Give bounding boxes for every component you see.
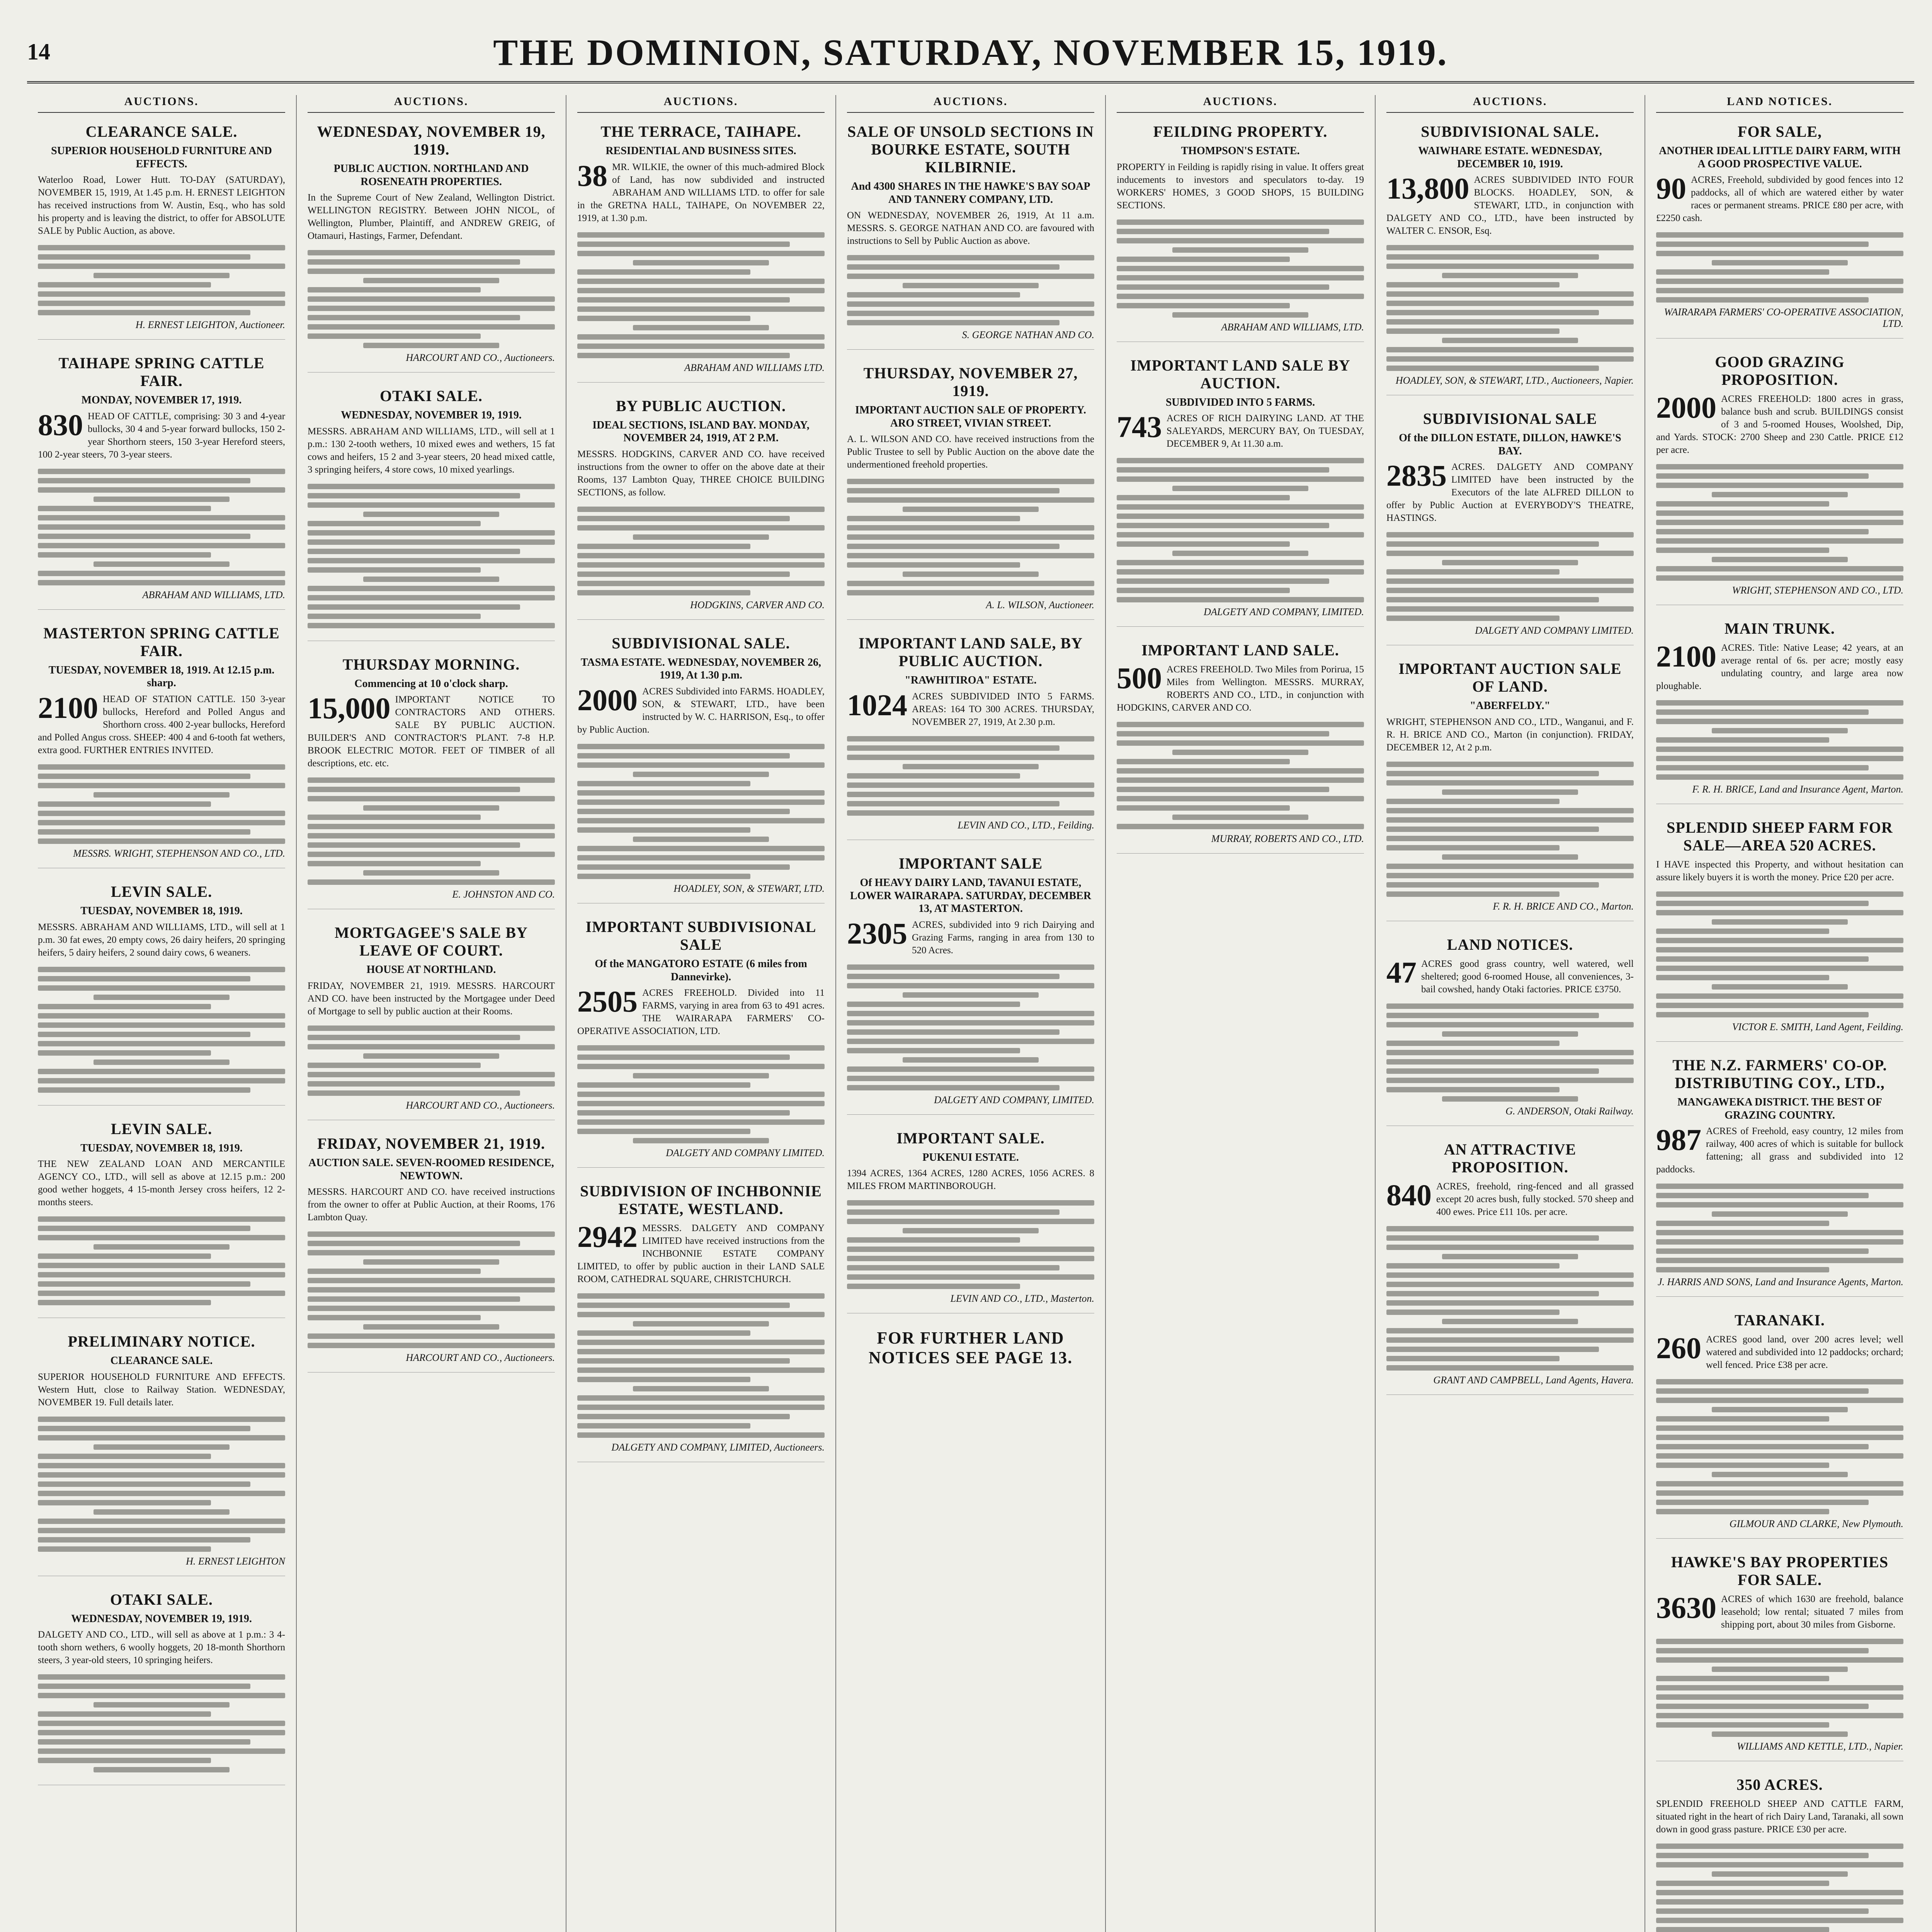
- advertisement: [38, 1333, 285, 1576]
- ad-signature: LEVIN AND CO., LTD., Masterton.: [950, 1293, 1094, 1304]
- ad-figure: 987: [1656, 1123, 1701, 1157]
- ad-body: [308, 1185, 555, 1224]
- ad-figure: 500: [1117, 661, 1162, 695]
- ad-body: [1117, 412, 1364, 450]
- ad-title: IMPORTANT SALE.: [896, 1129, 1045, 1147]
- ad-subtitle: HOUSE AT NORTHLAND.: [366, 964, 496, 976]
- ad-body: [1656, 858, 1903, 884]
- ad-body: [38, 921, 285, 959]
- advertisement: [38, 123, 285, 340]
- column-3: [566, 95, 836, 1932]
- ad-title: SALE OF UNSOLD SECTIONS IN BOURKE ESTATE, SOUTH KILBIRNIE.: [847, 123, 1094, 176]
- ad-body: [308, 980, 555, 1018]
- ad-body: [308, 191, 555, 242]
- ad-title: IMPORTANT LAND SALE.: [1141, 641, 1339, 659]
- ad-body: [1117, 663, 1364, 714]
- advertisement: [38, 354, 285, 610]
- ad-signature: S. GEORGE NATHAN AND CO.: [962, 329, 1094, 341]
- ad-title: THE N.Z. FARMERS' CO-OP. DISTRIBUTING COY., LTD.,: [1672, 1056, 1887, 1092]
- ad-subtitle: MONDAY, NOVEMBER 17, 1919.: [81, 394, 242, 406]
- ad-title: LEVIN SALE.: [111, 883, 213, 900]
- ad-text-lines: [577, 744, 825, 879]
- advertisement: [1656, 353, 1903, 605]
- advertisement: [1386, 123, 1634, 395]
- advertisement: [1656, 819, 1903, 1042]
- ad-text-lines: [847, 964, 1094, 1090]
- ad-body-text: MESSRS. ABRAHAM AND WILLIAMS, LTD., will sell at 1 p.m. 30 fat ewes, 20 empty cows, 26 dairy heifers, 20 springing heifers, 5 dairy heifers, 2 sound dairy cows, 6 weaners.: [38, 922, 285, 958]
- ad-signature: F. R. H. BRICE AND CO., Marton.: [1493, 900, 1634, 912]
- ad-signature: HOADLEY, SON, & STEWART, LTD.: [673, 883, 825, 894]
- ad-text-lines: [1386, 532, 1634, 621]
- ad-signature: WAIRARAPA FARMERS' CO-OPERATIVE ASSOCIATION, LTD.: [1664, 306, 1903, 330]
- ad-body-text: IMPORTANT NOTICE TO CONTRACTORS AND OTHERS. SALE BY PUBLIC AUCTION. BUILDER'S AND CONTRACTOR'S PLANT. 7-8 H.P. BROOK ELECTRIC MOTOR. FEET OF TIMBER of all descriptions, etc. etc.: [308, 694, 555, 769]
- ad-body: [1386, 716, 1634, 754]
- ad-title: SUBDIVISIONAL SALE.: [1421, 123, 1599, 140]
- ad-subtitle: Commencing at 10 o'clock sharp.: [354, 677, 508, 690]
- advertisement: [38, 1591, 285, 1786]
- ad-body: [38, 1371, 285, 1409]
- ad-body: [38, 173, 285, 237]
- advertisement: [308, 123, 555, 372]
- ad-body: [1386, 173, 1634, 237]
- ad-title: SUBDIVISIONAL SALE.: [612, 634, 790, 652]
- advertisement: [847, 123, 1094, 350]
- ad-text-lines: [38, 1417, 285, 1552]
- ad-body-text: PROPERTY in Feilding is rapidly rising in value. It offers great inducements to investors and speculators to-day. 19 WORKERS' HOMES, 3 GOOD SHOPS, 15 BUILDING SECTIONS.: [1117, 162, 1364, 211]
- ad-body-text: ACRES good land, over 200 acres level; well watered and subdivided into 12 paddocks; orchard; well fenced. Price £38 per acre.: [1706, 1334, 1903, 1371]
- ad-title: TAIHAPE SPRING CATTLE FAIR.: [58, 354, 265, 390]
- advertisement: [847, 1129, 1094, 1314]
- ad-text-lines: [38, 469, 285, 585]
- ad-body-text: ACRES FREEHOLD. Two Miles from Porirua, 15 Miles from Wellington. MESSRS. MURRAY, ROBERTS AND CO., LTD., in conjunction with HODGKINS, CARVER AND CO.: [1117, 664, 1364, 713]
- ad-text-lines: [308, 1026, 555, 1096]
- column-heading: AUCTIONS.: [1386, 95, 1634, 113]
- ad-signature: GRANT AND CAMPBELL, Land Agents, Havera.: [1433, 1374, 1634, 1386]
- ad-signature: DALGETY AND COMPANY, LIMITED.: [934, 1094, 1094, 1105]
- column-6: [1376, 95, 1645, 1932]
- advertisement: [577, 918, 825, 1168]
- advertisement: [1117, 641, 1364, 854]
- ad-body: [1386, 461, 1634, 524]
- ad-title: LAND NOTICES.: [1447, 935, 1573, 953]
- ad-text-lines: [847, 255, 1094, 325]
- ad-body: [847, 1167, 1094, 1192]
- ad-figure: 13,800: [1386, 172, 1469, 206]
- ad-title: HAWKE'S BAY PROPERTIES FOR SALE.: [1671, 1553, 1889, 1589]
- ad-text-lines: [847, 1200, 1094, 1289]
- ad-title: AN ATTRACTIVE PROPOSITION.: [1444, 1140, 1577, 1176]
- ad-subtitle: TUESDAY, NOVEMBER 18, 1919.: [80, 905, 243, 917]
- ad-text-lines: [1386, 762, 1634, 897]
- ad-body-text: ACRES Subdivided into FARMS. HOADLEY, SON, & STEWART, LTD., have been instructed by W. C. HARRISON, Esq., to offer by Public Auction.: [577, 686, 825, 735]
- ad-body: [1656, 393, 1903, 456]
- ad-signature: DALGETY AND COMPANY LIMITED.: [666, 1147, 825, 1159]
- ad-body-text: WRIGHT, STEPHENSON AND CO., LTD., Wanganui, and F. R. H. BRICE AND CO., Marton (in conjunction). FRIDAY, DECEMBER 12, At 2 p.m.: [1386, 716, 1634, 753]
- ad-text-lines: [1386, 1226, 1634, 1371]
- ad-text-lines: [1386, 245, 1634, 371]
- ad-subtitle: PUBLIC AUCTION. NORTHLAND AND ROSENEATH PROPERTIES.: [333, 163, 529, 188]
- ad-title: CLEARANCE SALE.: [85, 123, 238, 140]
- ad-text-lines: [308, 484, 555, 628]
- ad-text-lines: [38, 764, 285, 844]
- ad-signature: GILMOUR AND CLARKE, New Plymouth.: [1729, 1518, 1903, 1530]
- ad-signature: WRIGHT, STEPHENSON AND CO., LTD.: [1732, 585, 1903, 596]
- ad-title: SPLENDID SHEEP FARM FOR SALE—AREA 520 ACRES.: [1667, 819, 1893, 854]
- ad-text-lines: [1656, 1379, 1903, 1514]
- ad-body: [1656, 1333, 1903, 1371]
- ad-text-lines: [1117, 458, 1364, 602]
- ad-signature: HARCOURT AND CO., Auctioneers.: [406, 352, 555, 364]
- ad-title: BY PUBLIC AUCTION.: [616, 397, 786, 415]
- ad-body-text: ACRES, freehold, ring-fenced and all grassed except 20 acres bush, fully stocked. 570 sheep and 400 ewes. Price £11 10s. per acre.: [1436, 1181, 1634, 1217]
- ad-text-lines: [1656, 700, 1903, 780]
- columns: [27, 95, 1914, 1932]
- ad-signature: G. ANDERSON, Otaki Railway.: [1505, 1105, 1634, 1117]
- ad-body-text: SPLENDID FREEHOLD SHEEP AND CATTLE FARM, situated right in the heart of rich Dairy Land, Taranaki, all sown down in good grass pasture. PRICE £30 per acre.: [1656, 1799, 1903, 1835]
- ad-title: THURSDAY MORNING.: [342, 655, 520, 673]
- ad-signature: VICTOR E. SMITH, Land Agent, Feilding.: [1732, 1021, 1903, 1033]
- ad-body: [1656, 641, 1903, 692]
- ad-title: IMPORTANT SALE: [898, 854, 1043, 872]
- ad-body-text: ACRES, subdivided into 9 rich Dairying and Grazing Farms, ranging in area from 130 to 520 Acres.: [912, 919, 1094, 956]
- ad-figure: 2835: [1386, 459, 1447, 493]
- ad-figure: 2305: [847, 916, 907, 950]
- ad-body-text: DALGETY AND CO., LTD., will sell as above at 1 p.m.: 3 4-tooth shorn wethers, 6 woolly hoggets, 20 18-month Shorthorn steers, 3 year-old steers, 10 springing heifers.: [38, 1629, 285, 1666]
- advertisement: [38, 624, 285, 868]
- ad-subtitle: WEDNESDAY, NOVEMBER 19, 1919.: [341, 409, 522, 422]
- ad-title: TARANAKI.: [1735, 1311, 1825, 1329]
- ad-title: MASTERTON SPRING CATTLE FAIR.: [43, 624, 280, 660]
- ad-text-lines: [577, 232, 825, 358]
- ad-text-lines: [577, 1045, 825, 1143]
- ad-body-text: ACRES. DALGETY AND COMPANY LIMITED have been instructed by the Executors of the late ALFRED DILLON to offer by Public Auction at EVERYBODY'S THEATRE, HASTINGS.: [1386, 462, 1634, 524]
- ad-body-text: MESSRS. ABRAHAM AND WILLIAMS, LTD., will sell at 1 p.m.: 130 2-tooth wethers, 10 mixed ewes and wethers, 15 fat cows and heifers, 15 2 and 3-year steers, 20 head mixed cattle, 3 springing heifers, 4 store cows, 10 mixed yearlings.: [308, 426, 555, 475]
- ad-title: PRELIMINARY NOTICE.: [68, 1333, 255, 1350]
- column-heading: AUCTIONS.: [38, 95, 285, 113]
- ad-subtitle: IMPORTANT AUCTION SALE OF PROPERTY. ARO STREET, VIVIAN STREET.: [855, 404, 1086, 429]
- advertisement: [847, 364, 1094, 620]
- ad-title: OTAKI SALE.: [380, 387, 483, 405]
- ad-body: [308, 425, 555, 476]
- ad-signature: DALGETY AND COMPANY, LIMITED, Auctioneers.: [611, 1442, 825, 1453]
- ad-body: [1386, 957, 1634, 996]
- advertisement: [308, 387, 555, 641]
- ad-text-lines: [38, 1674, 285, 1772]
- ad-title: FEILDING PROPERTY.: [1153, 123, 1328, 140]
- ad-text-lines: [1656, 1844, 1903, 1932]
- column-heading: LAND NOTICES.: [1656, 95, 1903, 113]
- ad-subtitle: SUPERIOR HOUSEHOLD FURNITURE AND EFFECTS.: [51, 145, 272, 170]
- ad-text-lines: [1656, 891, 1903, 1017]
- ad-subtitle: IDEAL SECTIONS, ISLAND BAY. MONDAY, NOVEMBER 24, 1919, AT 2 P.M.: [592, 419, 810, 444]
- ad-subtitle: THOMPSON'S ESTATE.: [1181, 145, 1300, 157]
- ad-title: SUBDIVISION OF INCHBONNIE ESTATE, WESTLAND.: [580, 1182, 822, 1218]
- ad-figure: 2505: [577, 985, 638, 1019]
- column-heading: AUCTIONS.: [308, 95, 555, 113]
- advertisement: [38, 1120, 285, 1318]
- ad-title: WEDNESDAY, NOVEMBER 19, 1919.: [317, 123, 546, 158]
- ad-text-lines: [308, 777, 555, 885]
- advertisement: [1656, 1776, 1903, 1932]
- ad-subtitle: SUBDIVIDED INTO 5 FARMS.: [1165, 396, 1315, 408]
- ad-text-lines: [38, 967, 285, 1093]
- ad-signature: HODGKINS, CARVER AND CO.: [690, 599, 825, 611]
- ad-body-text: MESSRS. DALGETY AND COMPANY LIMITED have received instructions from the INCHBONNIE ESTATE COMPANY LIMITED, to offer by public auction in their LAND SALE ROOM, CATHEDRAL SQUARE, CHRISTCHURCH.: [577, 1223, 825, 1285]
- ad-text-lines: [1656, 1184, 1903, 1272]
- masthead: [27, 23, 1914, 83]
- advertisement: [1656, 620, 1903, 804]
- newspaper-title: THE DOMINION, SATURDAY, NOVEMBER 15, 1919.: [493, 32, 1448, 73]
- ad-figure: 3630: [1656, 1591, 1716, 1625]
- ad-body-text: ACRES FREEHOLD: 1800 acres in grass, balance bush and scrub. BUILDINGS consist of 3 and 5-roomed Houses, Woolshed, Dip, and Yards. STOCK: 2700 Sheep and 230 Cattle. PRICE £12 per acre.: [1656, 394, 1903, 456]
- ad-body: [38, 1628, 285, 1667]
- ad-text-lines: [38, 245, 285, 315]
- ad-title: GOOD GRAZING PROPOSITION.: [1715, 353, 1845, 389]
- ad-subtitle: MANGAWEKA DISTRICT. THE BEST OF GRAZING COUNTRY.: [1677, 1096, 1882, 1121]
- ad-body: [577, 986, 825, 1037]
- ad-body-text: FRIDAY, NOVEMBER 21, 1919. MESSRS. HARCOURT AND CO. have been instructed by the Mortgagee under Deed of Mortgage to sell by public auction at their Rooms.: [308, 980, 555, 1017]
- ad-body-text: ACRES FREEHOLD. Divided into 11 FARMS, varying in area from 63 to 491 acres. THE WAIRARAPA FARMERS' CO-OPERATIVE ASSOCIATION, LTD.: [577, 988, 825, 1037]
- ad-body-text: ACRES SUBDIVIDED INTO 5 FARMS. AREAS: 164 TO 300 ACRES. THURSDAY, NOVEMBER 27, 1919, At 2.30 p.m.: [912, 691, 1094, 727]
- ad-text-lines: [847, 736, 1094, 816]
- ad-body: [1386, 1180, 1634, 1218]
- column-heading: AUCTIONS.: [847, 95, 1094, 113]
- ad-title: IMPORTANT LAND SALE BY AUCTION.: [1130, 356, 1350, 392]
- ad-body: [1656, 1125, 1903, 1176]
- ad-body-text: ACRES good grass country, well watered, well sheltered; good 6-roomed House, all conveniences, 3-bail cowshed, handy Otaki factories. PRICE £3750.: [1421, 958, 1634, 995]
- advertisement: [1386, 1141, 1634, 1395]
- ad-body: [1117, 161, 1364, 212]
- advertisement: [38, 883, 285, 1105]
- ad-body: [847, 690, 1094, 728]
- ad-body: [577, 685, 825, 736]
- ad-text-lines: [1386, 1003, 1634, 1102]
- ad-subtitle: Of HEAVY DAIRY LAND, TAVANUI ESTATE, LOWER WAIRARAPA. SATURDAY, DECEMBER 13, AT MASTERTON.: [850, 876, 1092, 915]
- ad-signature: ABRAHAM AND WILLIAMS LTD.: [684, 362, 825, 373]
- ad-subtitle: Of the DILLON ESTATE, DILLON, HAWKE'S BAY.: [1399, 432, 1621, 457]
- column-5: [1106, 95, 1376, 1932]
- ad-body: [308, 693, 555, 770]
- ad-figure: 1024: [847, 688, 907, 722]
- ad-body-text: ACRES SUBDIVIDED INTO FOUR BLOCKS. HOADLEY, SON, & STEWART, LTD., in conjunction with DALGETY AND CO., LTD., have been instructed by WALTER C. ENSOR, Esq.: [1386, 175, 1634, 236]
- ad-subtitle: AUCTION SALE. SEVEN-ROOMED RESIDENCE, NEWTOWN.: [308, 1156, 554, 1182]
- ad-signature: DALGETY AND COMPANY, LIMITED.: [1204, 606, 1364, 618]
- ad-body-text: ACRES. Title: Native Lease; 42 years, at an average rental of 6s. per acre; mostly easy undulating country, and large area now ploughable.: [1656, 643, 1903, 692]
- ad-title: IMPORTANT SUBDIVISIONAL SALE: [585, 918, 816, 953]
- advertisement: [308, 924, 555, 1120]
- ad-figure: 830: [38, 408, 83, 442]
- ad-body: [847, 918, 1094, 957]
- ad-body-text: In the Supreme Court of New Zealand, Wellington District. WELLINGTON REGISTRY. Between JOHN NICOL, of Wellington, Plumber, Plaintiff, and ANDREW GREIG, of Otamauri, Hastings, Farmer, Defendant.: [308, 192, 555, 242]
- ad-body-text: ACRES OF RICH DAIRYING LAND. AT THE SALEYARDS, MERCURY BAY, On TUESDAY, DECEMBER 9, At 11.30 a.m.: [1167, 413, 1364, 449]
- advertisement: [1656, 1553, 1903, 1761]
- advertisement: [1656, 123, 1903, 338]
- ad-text-lines: [1656, 1639, 1903, 1737]
- ad-title: THE TERRACE, TAIHAPE.: [600, 123, 801, 140]
- advertisement: [1386, 936, 1634, 1126]
- ad-title: FRIDAY, NOVEMBER 21, 1919.: [317, 1134, 545, 1152]
- page-number: 14: [27, 39, 50, 65]
- ad-figure: 840: [1386, 1178, 1432, 1212]
- ad-subtitle: "RAWHITIROA" ESTATE.: [905, 674, 1037, 687]
- column-1: [27, 95, 297, 1932]
- ad-figure: 260: [1656, 1331, 1701, 1365]
- ad-body-text: 1394 ACRES, 1364 ACRES, 1280 ACRES, 1056 ACRES. 8 MILES FROM MARTINBOROUGH.: [847, 1168, 1094, 1192]
- column-2: [297, 95, 566, 1932]
- ad-signature: HARCOURT AND CO., Auctioneers.: [406, 1099, 555, 1111]
- ad-title: FOR SALE,: [1738, 123, 1822, 140]
- ad-signature: H. ERNEST LEIGHTON: [186, 1555, 285, 1567]
- ad-signature: E. JOHNSTON AND CO.: [452, 889, 555, 900]
- ad-subtitle: CLEARANCE SALE.: [110, 1355, 213, 1367]
- column-heading: AUCTIONS.: [577, 95, 825, 113]
- advertisement: [847, 634, 1094, 840]
- ad-title: IMPORTANT AUCTION SALE OF LAND.: [1398, 660, 1622, 696]
- ad-body: [577, 158, 825, 224]
- ad-title: MORTGAGEE'S SALE BY LEAVE OF COURT.: [335, 924, 528, 959]
- ad-figure: 38: [577, 158, 607, 192]
- ad-signature: MESSRS. WRIGHT, STEPHENSON AND CO., LTD.: [73, 847, 285, 859]
- ad-signature: DALGETY AND COMPANY LIMITED.: [1475, 625, 1634, 636]
- ad-subtitle: TASMA ESTATE. WEDNESDAY, NOVEMBER 26, 1919, At 1.30 p.m.: [580, 656, 821, 682]
- ad-body-text: HEAD OF STATION CATTLE. 150 3-year bullocks, Hereford and Polled Angus and Shorthorn cross. 400 2-year bullocks, Hereford and Polled Angus cross. SHEEP: 400 4 and 6-tooth fat wethers, extra good. FURTHER ENTRIES INVITED.: [38, 694, 285, 755]
- ad-body-text: A. L. WILSON AND CO. have received instructions from the Public Trustee to sell by Public Auction on the above date the undermentioned freehold properties.: [847, 434, 1094, 470]
- ad-text-lines: [308, 1231, 555, 1348]
- ad-signature: ABRAHAM AND WILLIAMS, LTD.: [142, 589, 285, 600]
- ad-subtitle: And 4300 SHARES IN THE HAWKE'S BAY SOAP AND TANNERY COMPANY, LTD.: [851, 180, 1090, 206]
- ad-title: MAIN TRUNK.: [1725, 620, 1835, 638]
- column-heading: AUCTIONS.: [1117, 95, 1364, 113]
- ad-subtitle: "ABERFELDY.": [1469, 700, 1551, 712]
- advertisement: [1386, 410, 1634, 645]
- ad-signature: A. L. WILSON, Auctioneer.: [986, 599, 1094, 611]
- advertisement: [308, 656, 555, 910]
- ad-text-lines: [1656, 464, 1903, 581]
- ad-subtitle: Of the MANGATORO ESTATE (6 miles from Dannevirke).: [595, 957, 807, 983]
- ad-text-lines: [577, 1293, 825, 1438]
- advertisement: [577, 123, 825, 383]
- ad-body-text: HEAD OF CATTLE, comprising: 30 3 and 4-year bullocks, 30 4 and 5-year forward bullocks, 150 2-year Shorthorn steers, 150 3-year Hereford steers, 100 2-year steers, 70 3-year steers.: [38, 411, 285, 460]
- ad-text-lines: [38, 1216, 285, 1305]
- ad-text-lines: [1117, 219, 1364, 318]
- ad-title: LEVIN SALE.: [111, 1120, 213, 1138]
- column-4: [836, 95, 1106, 1932]
- ad-signature: MURRAY, ROBERTS AND CO., LTD.: [1211, 833, 1364, 845]
- ad-body: [847, 433, 1094, 471]
- ad-signature: LEVIN AND CO., LTD., Feilding.: [957, 819, 1094, 831]
- ad-body: [1656, 173, 1903, 224]
- continuation-notice: FOR FURTHER LAND NOTICES SEE PAGE 13.: [868, 1328, 1073, 1367]
- ad-body-text: MR. WILKIE, the owner of this much-admired Block of Land, has now subdivided and instructed ABRAHAM AND WILLIAMS LTD. to offer for sale in the GRETNA HALL, TAIHAPE, On NOVEMBER 22, 1919, at 1.30 p.m.: [577, 162, 825, 223]
- ad-subtitle: TUESDAY, NOVEMBER 18, 1919. At 12.15 p.m. sharp.: [48, 664, 275, 689]
- ad-body: [38, 1158, 285, 1209]
- ad-body-text: MESSRS. HODGKINS, CARVER AND CO. have received instructions from the owner to offer on the above date at their Rooms, 137 Lambton Quay, THREE CHOICE BUILDING SECTIONS, as follow.: [577, 449, 825, 498]
- ad-signature: F. R. H. BRICE, Land and Insurance Agent, Marton.: [1692, 784, 1903, 795]
- ad-subtitle: WAIWHARE ESTATE. WEDNESDAY, DECEMBER 10, 1919.: [1418, 145, 1602, 170]
- ad-body-text: ACRES of which 1630 are freehold, balance leasehold; low rental; situated 7 miles from shipping port, about 30 miles from Gisborne.: [1721, 1594, 1903, 1630]
- ad-figure: 2000: [1656, 391, 1716, 425]
- ad-subtitle: TUESDAY, NOVEMBER 18, 1919.: [80, 1142, 243, 1154]
- advertisement: [577, 1182, 825, 1462]
- ad-title: SUBDIVISIONAL SALE: [1423, 410, 1597, 428]
- ad-title: THURSDAY, NOVEMBER 27, 1919.: [863, 364, 1078, 400]
- column-7: [1645, 95, 1914, 1932]
- ad-text-lines: [847, 479, 1094, 595]
- ad-signature: J. HARRIS AND SONS, Land and Insurance Agents, Marton.: [1658, 1276, 1903, 1288]
- ad-signature: HOADLEY, SON, & STEWART, LTD., Auctioneers, Napier.: [1395, 375, 1634, 386]
- advertisement: [577, 397, 825, 620]
- ad-subtitle: RESIDENTIAL AND BUSINESS SITES.: [605, 145, 796, 157]
- ad-text-lines: [577, 507, 825, 595]
- ad-title: IMPORTANT LAND SALE, BY PUBLIC AUCTION.: [858, 634, 1083, 670]
- advertisement: [1117, 123, 1364, 342]
- ad-title: 350 ACRES.: [1736, 1776, 1823, 1794]
- ad-signature: HARCOURT AND CO., Auctioneers.: [406, 1352, 555, 1364]
- ad-figure: 743: [1117, 410, 1162, 444]
- ad-body-text: ACRES, Freehold, subdivided by good fences into 12 paddocks, all of which are watered either by water races or permanent streams. PRICE £80 per acre, with £2250 cash.: [1656, 175, 1903, 224]
- ad-text-lines: [308, 250, 555, 348]
- ad-figure: 47: [1386, 955, 1417, 989]
- ad-body: [1656, 1593, 1903, 1631]
- ad-figure: 15,000: [308, 691, 391, 725]
- ad-body: [1656, 1798, 1903, 1836]
- advertisement: [308, 1135, 555, 1372]
- ad-body: [847, 209, 1094, 247]
- advertisement: [577, 634, 825, 903]
- ad-subtitle: ANOTHER IDEAL LITTLE DAIRY FARM, WITH A GOOD PROSPECTIVE VALUE.: [1659, 145, 1901, 170]
- ad-body-text: MESSRS. HARCOURT AND CO. have received instructions from the owner to offer at Public Auction, at their Rooms, 176 Lambton Quay.: [308, 1187, 555, 1223]
- ad-signature: H. ERNEST LEIGHTON, Auctioneer.: [135, 319, 285, 331]
- ad-figure: 2100: [38, 690, 98, 724]
- advertisement: [1656, 1311, 1903, 1539]
- ad-body: [38, 410, 285, 461]
- ad-subtitle: WEDNESDAY, NOVEMBER 19, 1919.: [71, 1612, 252, 1625]
- ad-body-text: ACRES of Freehold, easy country, 12 miles from railway, 400 acres of which is suitable for bullock fattening; all grass and subdivided into 12 paddocks.: [1656, 1126, 1903, 1175]
- ad-body: [577, 1222, 825, 1286]
- ad-body: [38, 690, 285, 757]
- ad-body-text: THE NEW ZEALAND LOAN AND MERCANTILE AGENCY CO., LTD., will sell as above at 12.15 p.m.: 200 good wether hoggets, 4 15-month Jersey cross heifers, 12 2-months steers.: [38, 1159, 285, 1208]
- ad-signature: WILLIAMS AND KETTLE, LTD., Napier.: [1737, 1741, 1903, 1752]
- ad-body-text: I HAVE inspected this Property, and without hesitation can assure likely buyers it is worth the money. Price £20 per acre.: [1656, 859, 1903, 883]
- ad-signature: ABRAHAM AND WILLIAMS, LTD.: [1221, 321, 1364, 333]
- ad-body-text: SUPERIOR HOUSEHOLD FURNITURE AND EFFECTS. Western Hutt, close to Railway Station. WEDNESDAY, NOVEMBER 19. Full details later.: [38, 1371, 285, 1408]
- advertisement: [847, 855, 1094, 1115]
- ad-text-lines: [1117, 722, 1364, 829]
- advertisement: [1656, 1056, 1903, 1297]
- advertisement: [1386, 660, 1634, 921]
- ad-subtitle: PUKENUI ESTATE.: [922, 1151, 1019, 1163]
- ad-figure: 2942: [577, 1220, 638, 1254]
- advertisement: [1117, 357, 1364, 627]
- ad-figure: 2000: [577, 683, 638, 717]
- ad-title: OTAKI SALE.: [110, 1590, 213, 1608]
- ad-body-text: ON WEDNESDAY, NOVEMBER 26, 1919, At 11 a.m. MESSRS. S. GEORGE NATHAN AND CO. are favoured with instructions to Sell by Public Auction as above.: [847, 210, 1094, 247]
- ad-figure: 2100: [1656, 639, 1716, 673]
- ad-figure: 90: [1656, 172, 1686, 206]
- ad-text-lines: [1656, 232, 1903, 303]
- ad-body: [577, 448, 825, 499]
- ad-body-text: Waterloo Road, Lower Hutt. TO-DAY (SATURDAY), NOVEMBER 15, 1919, At 1.45 p.m. H. ERNEST LEIGHTON has received instructions from W. Austin, Esq., who has sold his property and is leaving the district, to offer for ABSOLUTE SALE by Public Auction, as above.: [38, 175, 285, 236]
